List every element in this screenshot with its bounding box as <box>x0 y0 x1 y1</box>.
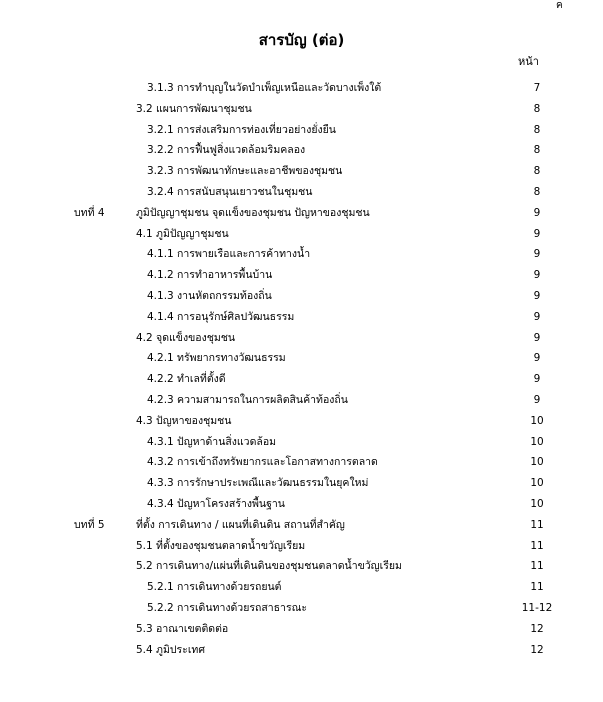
toc-entry-label: 4.3.3 การรักษาประเพณีและวัฒนธรรมในยุคใหม่ <box>147 477 369 490</box>
toc-page-number: 8 <box>533 123 541 136</box>
toc-row <box>0 619 603 640</box>
page-title: สารบัญ (ต่อ) <box>258 31 345 49</box>
toc-entry-label: 5.4 ภูมิประเทศ <box>136 643 205 656</box>
toc-entry-label: 3.2.2 การฟื้นฟูสิ่งแวดล้อมริมคลอง <box>147 144 306 157</box>
toc-page-number: 10 <box>530 477 544 490</box>
toc-entry-label: 3.2.3 การพัฒนาทักษะและอาชีพของชุมชน <box>147 165 343 178</box>
toc-row <box>0 120 603 141</box>
toc-entry-label: 4.3.1 ปัญหาด้านสิ่งแวดล้อม <box>147 435 277 448</box>
toc-row <box>0 640 603 661</box>
toc-row <box>0 244 603 265</box>
toc-chapter-number: บทที่ 4 <box>74 206 105 219</box>
toc-entry-label: 4.1.4 การอนุรักษ์ศิลปวัฒนธรรม <box>147 310 295 323</box>
toc-page-number: 10 <box>530 414 544 427</box>
toc-row <box>0 307 603 328</box>
toc-row <box>0 203 603 224</box>
toc-entry-label: 4.1.3 งานหัตถกรรมท้องถิ่น <box>147 289 272 302</box>
toc-page-number: 9 <box>533 310 541 323</box>
toc-page-number: 8 <box>533 185 541 198</box>
toc-entry-label: 4.1.1 การพายเรือและการค้าทางน้ำ <box>147 248 311 261</box>
toc-page-number: 9 <box>533 352 541 365</box>
toc-row <box>0 161 603 182</box>
toc-page-number: 12 <box>530 643 544 656</box>
toc-entry-label: 3.2.4 การสนับสนุนเยาวชนในชุมชน <box>147 185 313 198</box>
toc-page-number: 7 <box>533 82 541 94</box>
toc-page-number: 8 <box>533 165 541 178</box>
toc-page-number: 8 <box>533 144 541 157</box>
toc-row <box>0 265 603 286</box>
toc-row <box>0 452 603 473</box>
toc-entry-label: 4.3.2 การเข้าถึงทรัพยากรและโอกาสทางการตลาด <box>147 456 378 469</box>
toc-page-number: 9 <box>533 289 541 302</box>
toc-page-number: 10 <box>530 497 544 510</box>
toc-entry-label: 4.2.1 ทรัพยากรทางวัฒนธรรม <box>147 352 286 365</box>
toc-entry-label: 5.3 อาณาเขตติดต่อ <box>136 622 229 635</box>
toc-entry-label: 3.1.3 การทำบุญในวัดบำเพ็ญเหนือและวัดบางเพ็งใต้ <box>147 82 382 94</box>
toc-page-number: 9 <box>533 393 541 406</box>
toc-row <box>0 390 603 411</box>
toc-row <box>0 78 603 99</box>
toc-page-number: 9 <box>533 373 541 386</box>
toc-chapter-number: บทที่ 5 <box>74 518 105 531</box>
toc-row <box>0 99 603 120</box>
toc-page-number: 8 <box>533 102 541 115</box>
table-of-contents <box>0 78 603 660</box>
page-corner-mark: ค <box>556 0 563 11</box>
toc-row <box>0 369 603 390</box>
toc-entry-label: 4.2.2 ทำเลที่ตั้งดี <box>147 373 226 386</box>
toc-page-number: 9 <box>533 206 541 219</box>
toc-entry-label: ที่ตั้ง การเดินทาง / แผนที่เดินดิน สถานที่สำคัญ <box>136 518 345 531</box>
toc-entry-label: ภูมิปัญญาชุมชน จุดแข็งของชุมชน ปัญหาของชุมชน <box>136 206 370 219</box>
toc-entry-label: 3.2 แผนการพัฒนาชุมชน <box>136 102 252 115</box>
toc-entry-label: 5.1 ที่ตั้งของชุมชนตลาดน้ำขวัญเรียม <box>136 539 306 552</box>
toc-row <box>0 411 603 432</box>
toc-entry-label: 4.3.4 ปัญหาโครงสร้างพื้นฐาน <box>147 497 285 510</box>
toc-entry-label: 5.2.1 การเดินทางด้วยรถยนต์ <box>147 581 282 594</box>
toc-row <box>0 348 603 369</box>
toc-page-number: 10 <box>530 456 544 469</box>
toc-row <box>0 224 603 245</box>
toc-page-number: 9 <box>533 269 541 282</box>
toc-entry-label: 4.1.2 การทำอาหารพื้นบ้าน <box>147 269 273 282</box>
toc-row <box>0 556 603 577</box>
toc-entry-label: 4.1 ภูมิปัญญาชุมชน <box>136 227 229 240</box>
toc-page-number: 11 <box>530 518 544 531</box>
toc-row <box>0 515 603 536</box>
toc-row <box>0 432 603 453</box>
toc-entry-label: 5.2.2 การเดินทางด้วยรถสาธารณะ <box>147 601 307 614</box>
toc-page-number: 11 <box>530 560 544 573</box>
toc-row <box>0 536 603 557</box>
toc-page-number: 9 <box>533 331 541 344</box>
toc-row <box>0 577 603 598</box>
toc-page-number: 11 <box>530 539 544 552</box>
toc-row <box>0 140 603 161</box>
toc-row <box>0 182 603 203</box>
page-column-header: หน้า <box>518 55 539 68</box>
toc-entry-label: 3.2.1 การส่งเสริมการท่องเที่ยวอย่างยั่งยืน <box>147 123 336 136</box>
toc-page-number: 9 <box>533 227 541 240</box>
toc-row <box>0 328 603 349</box>
toc-row <box>0 286 603 307</box>
toc-page-number: 10 <box>530 435 544 448</box>
toc-page-number: 12 <box>530 622 544 635</box>
toc-page-number: 11 <box>530 581 544 594</box>
toc-row <box>0 598 603 619</box>
toc-page-number: 9 <box>533 248 541 261</box>
toc-row <box>0 473 603 494</box>
toc-entry-label: 4.2 จุดแข็งของชุมชน <box>136 331 236 344</box>
toc-entry-label: 5.2 การเดินทาง/แผ่นที่เดินดินของชุมชนตลาดน้ำขวัญเรียม <box>136 560 402 573</box>
toc-entry-label: 4.3 ปัญหาของชุมชน <box>136 414 232 427</box>
toc-entry-label: 4.2.3 ความสามารถในการผลิตสินค้าท้องถิ่น <box>147 393 348 406</box>
toc-page-number: 11-12 <box>521 601 553 614</box>
toc-row <box>0 494 603 515</box>
